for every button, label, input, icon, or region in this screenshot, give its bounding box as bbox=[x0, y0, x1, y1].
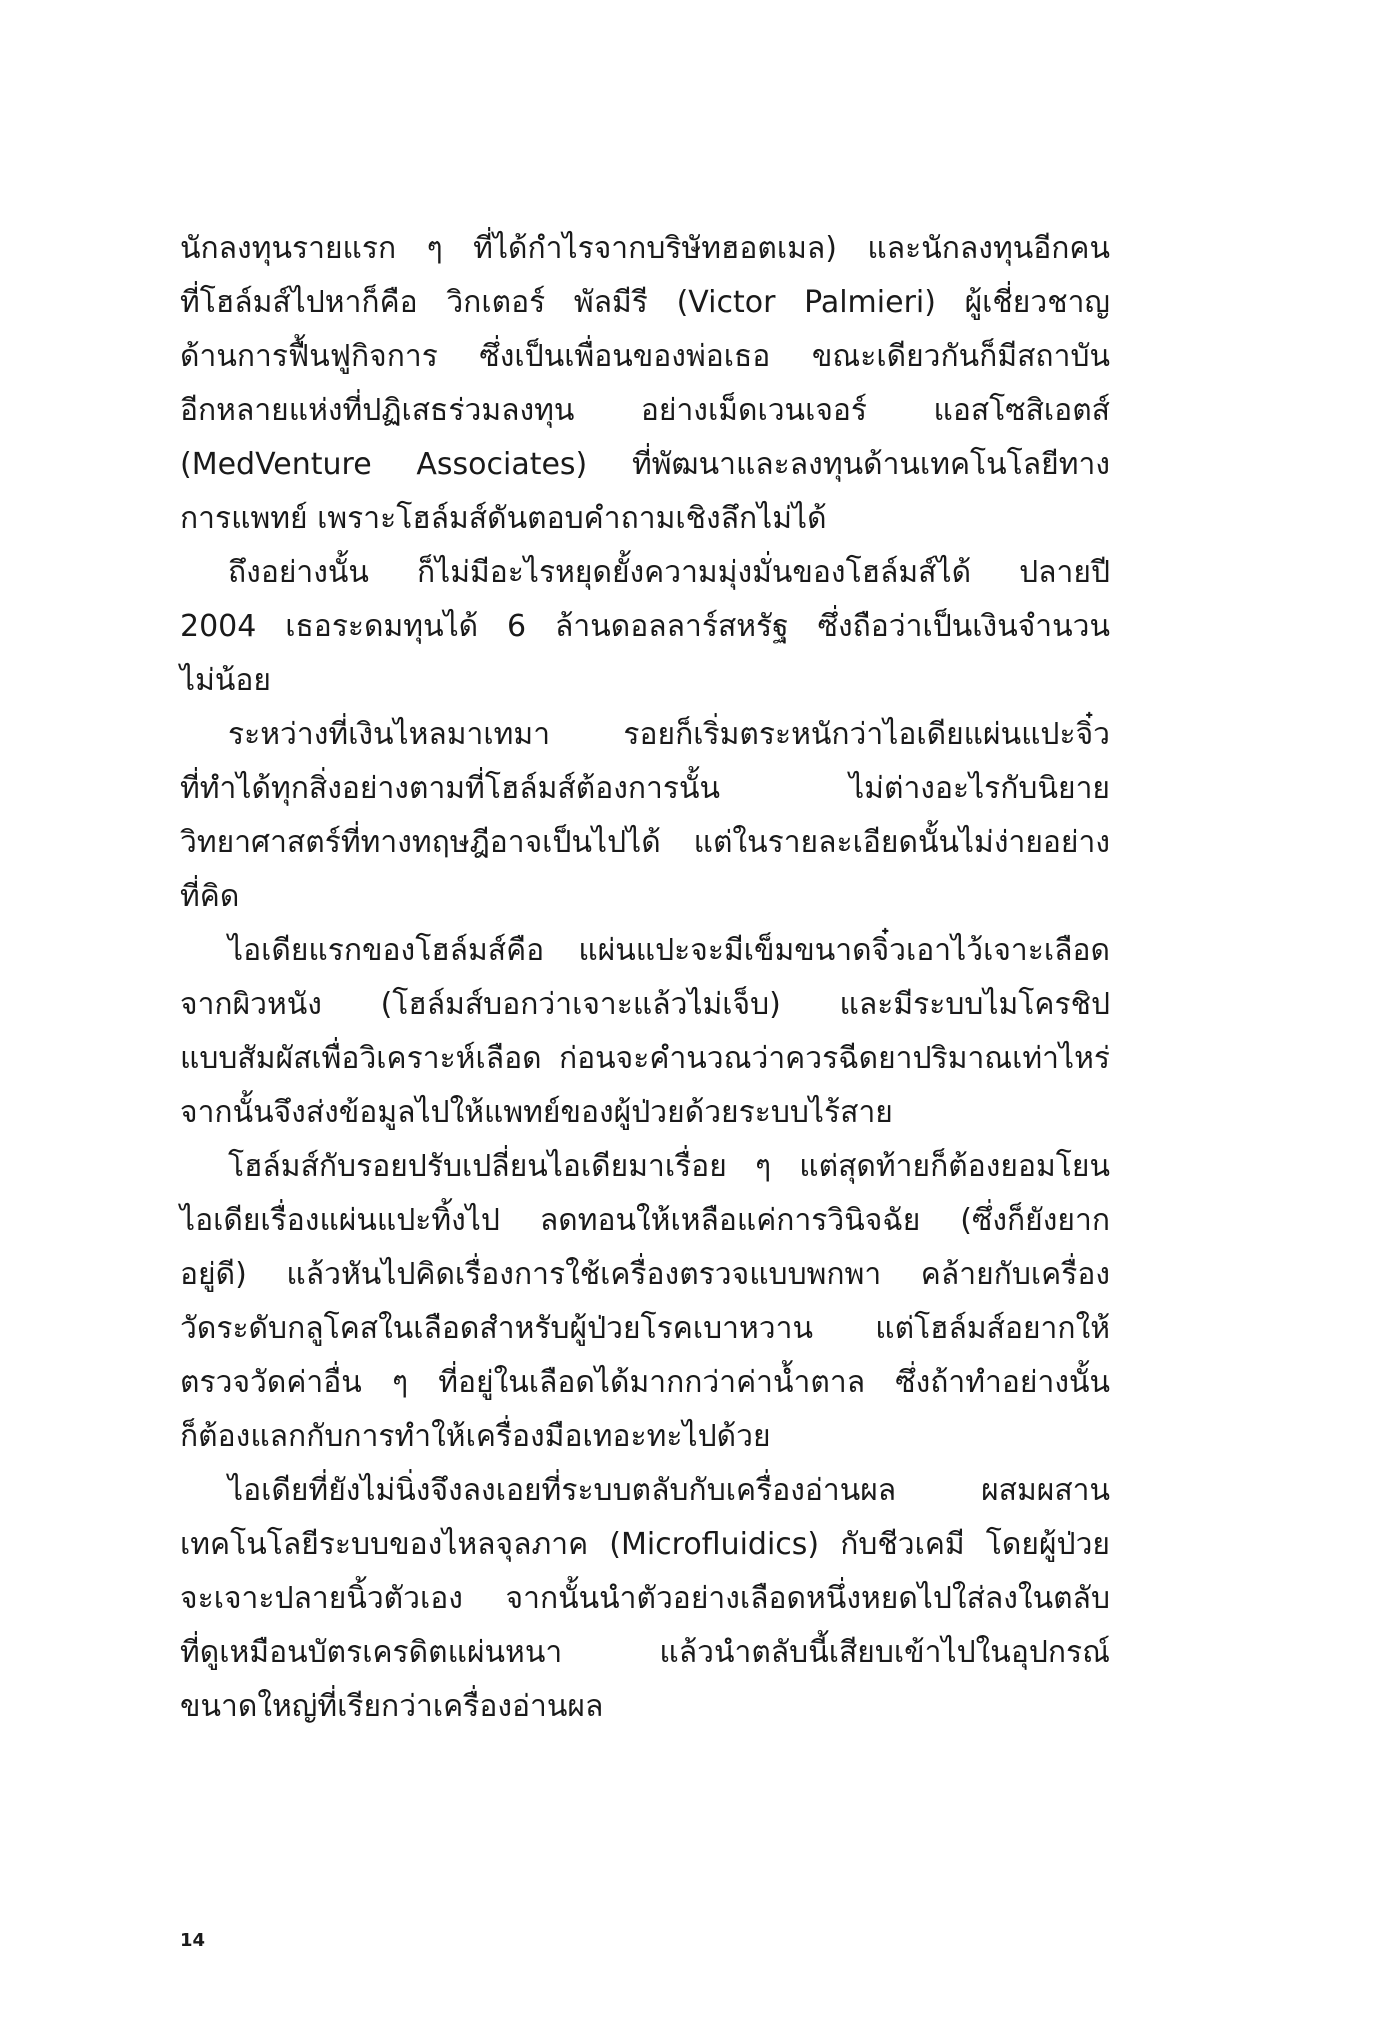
paragraph-2 bbox=[180, 546, 1110, 708]
text-line: จะเจาะปลายนิ้วตัวเอง จากนั้นนำตัวอย่างเลือดหนึ่งหยดไปใส่ลงในตลับ bbox=[180, 1581, 1110, 1616]
text-line: ขนาดใหญ่ที่เรียกว่าเครื่องอ่านผล bbox=[180, 1689, 604, 1724]
text-line: ที่ดูเหมือนบัตรเครดิตแผ่นหนา แล้วนำตลับนี้เสียบเข้าไปในอุปกรณ์ bbox=[180, 1635, 1110, 1670]
text-line: จากผิวหนัง (โฮล์มส์บอกว่าเจาะแล้วไม่เจ็บ) และมีระบบไมโครชิป bbox=[180, 987, 1110, 1022]
text-line: ที่โฮล์มส์ไปหาก็คือ วิกเตอร์ พัลมีรี (Victor Palmieri) ผู้เชี่ยวชาญ bbox=[180, 285, 1110, 320]
text-line: วัดระดับกลูโคสในเลือดสำหรับผู้ป่วยโรคเบาหวาน แต่โฮล์มส์อยากให้ bbox=[180, 1311, 1110, 1346]
text-line: อีกหลายแห่งที่ปฏิเสธร่วมลงทุน อย่างเม็ดเวนเจอร์ แอสโซสิเอตส์ bbox=[180, 393, 1110, 428]
page-number: 14 bbox=[180, 1930, 206, 1951]
text-line: การแพทย์ เพราะโฮล์มส์ดันตอบคำถามเชิงลึกไม่ได้ bbox=[180, 501, 827, 536]
text-line: 2004 เธอระดมทุนได้ 6 ล้านดอลลาร์สหรัฐ ซึ่งถือว่าเป็นเงินจำนวน bbox=[180, 609, 1110, 644]
text-line: ไอเดียเรื่องแผ่นแปะทิ้งไป ลดทอนให้เหลือแค่การวินิจฉัย (ซึ่งก็ยังยาก bbox=[180, 1203, 1110, 1238]
text-line: ระหว่างที่เงินไหลมาเทมา รอยก็เริ่มตระหนักว่าไอเดียแผ่นแปะจิ๋ว bbox=[228, 717, 1110, 752]
text-line: อยู่ดี) แล้วหันไปคิดเรื่องการใช้เครื่องตรวจแบบพกพา คล้ายกับเครื่อง bbox=[180, 1257, 1110, 1292]
text-line: วิทยาศาสตร์ที่ทางทฤษฎีอาจเป็นไปได้ แต่ในรายละเอียดนั้นไม่ง่ายอย่าง bbox=[180, 825, 1110, 860]
text-line: ตรวจวัดค่าอื่น ๆ ที่อยู่ในเลือดได้มากกว่าค่าน้ำตาล ซึ่งถ้าทำอย่างนั้น bbox=[180, 1365, 1110, 1400]
paragraph-5 bbox=[180, 1140, 1110, 1464]
text-line: ถึงอย่างนั้น ก็ไม่มีอะไรหยุดยั้งความมุ่งมั่นของโฮล์มส์ได้ ปลายปี bbox=[228, 555, 1110, 590]
text-line: ด้านการฟื้นฟูกิจการ ซึ่งเป็นเพื่อนของพ่อเธอ ขณะเดียวกันก็มีสถาบัน bbox=[180, 339, 1110, 374]
paragraph-1 bbox=[180, 222, 1110, 546]
text-line: โฮล์มส์กับรอยปรับเปลี่ยนไอเดียมาเรื่อย ๆ แต่สุดท้ายก็ต้องยอมโยน bbox=[228, 1149, 1110, 1184]
text-line: ที่ทำได้ทุกสิ่งอย่างตามที่โฮล์มส์ต้องการนั้น ไม่ต่างอะไรกับนิยาย bbox=[180, 771, 1110, 806]
text-line: ก็ต้องแลกกับการทำให้เครื่องมือเทอะทะไปด้วย bbox=[180, 1419, 771, 1454]
text-line: ที่คิด bbox=[180, 879, 240, 914]
text-line: เทคโนโลยีระบบของไหลจุลภาค (Microfluidics) กับชีวเคมี โดยผู้ป่วย bbox=[180, 1527, 1110, 1562]
paragraph-6 bbox=[180, 1464, 1110, 1734]
text-line: ไอเดียที่ยังไม่นิ่งจึงลงเอยที่ระบบตลับกับเครื่องอ่านผล ผสมผสาน bbox=[228, 1473, 1110, 1508]
text-line: ไม่น้อย bbox=[180, 663, 271, 698]
text-line: (MedVenture Associates) ที่พัฒนาและลงทุนด้านเทคโนโลยีทาง bbox=[180, 447, 1110, 482]
text-line: นักลงทุนรายแรก ๆ ที่ได้กำไรจากบริษัทฮอตเมล) และนักลงทุนอีกคน bbox=[180, 231, 1110, 266]
paragraph-3 bbox=[180, 708, 1110, 924]
text-line: ไอเดียแรกของโฮล์มส์คือ แผ่นแปะจะมีเข็มขนาดจิ๋วเอาไว้เจาะเลือด bbox=[228, 933, 1110, 968]
paragraph-4 bbox=[180, 924, 1110, 1140]
text-line: แบบสัมผัสเพื่อวิเคราะห์เลือด ก่อนจะคำนวณว่าควรฉีดยาปริมาณเท่าไหร่ bbox=[180, 1041, 1110, 1076]
body-text bbox=[180, 222, 1110, 1734]
text-line: จากนั้นจึงส่งข้อมูลไปให้แพทย์ของผู้ป่วยด้วยระบบไร้สาย bbox=[180, 1095, 893, 1130]
